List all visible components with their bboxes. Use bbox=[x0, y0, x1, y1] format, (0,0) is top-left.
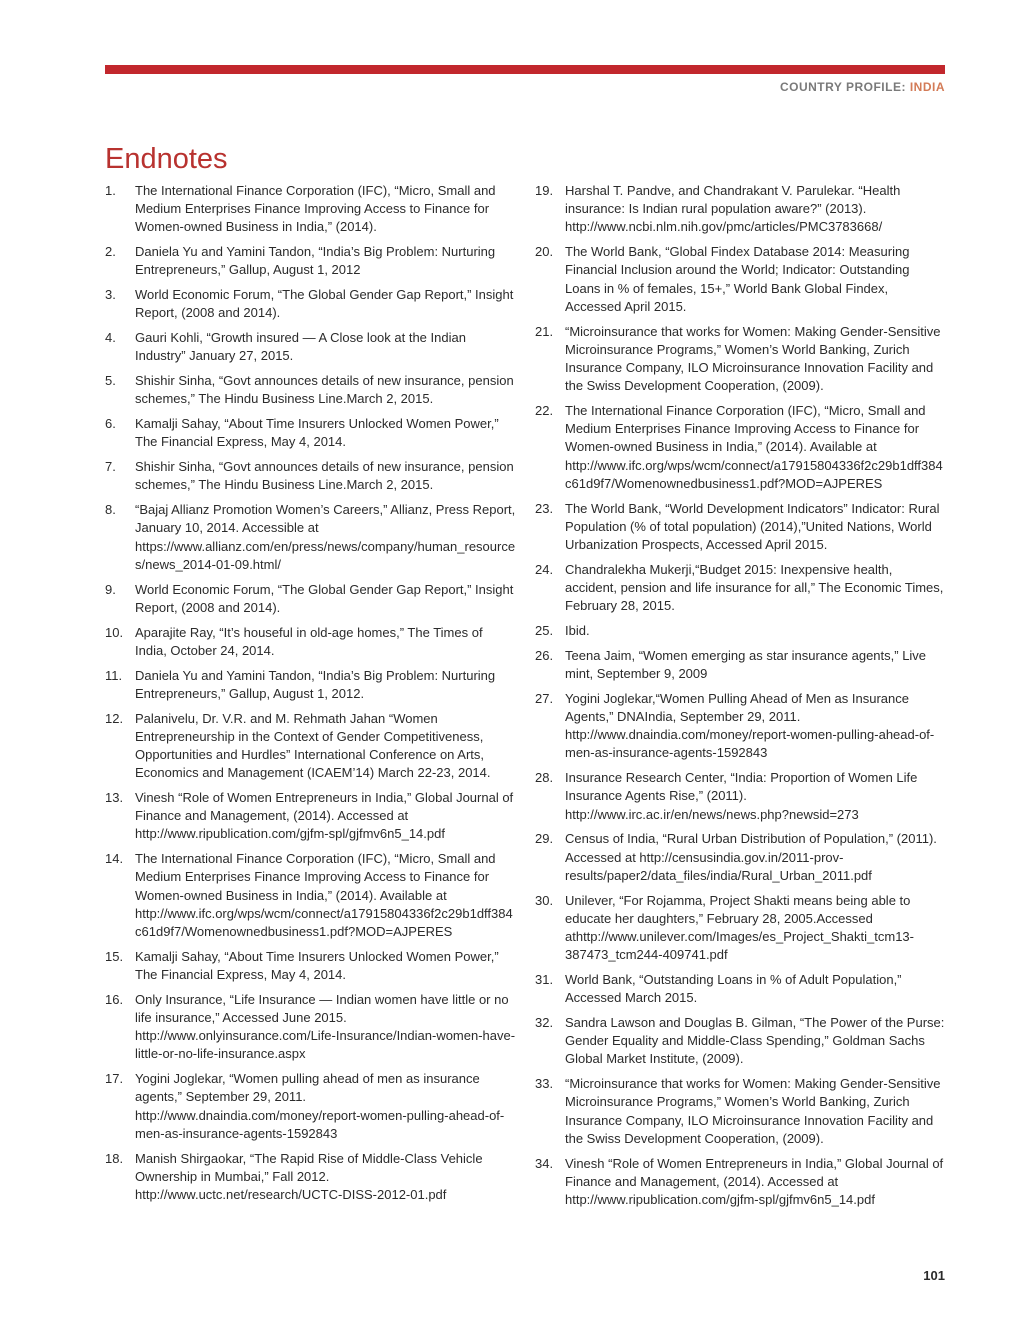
endnote-text: Vinesh “Role of Women Entrepreneurs in India,” Global Journal of Finance and Management, (2014). Accessed at http://www.ripublication.com/gjfm-spl/gjfmv6n5_14.pdf bbox=[565, 1155, 944, 1208]
endnote-text: Aparajite Ray, “It’s houseful in old-age homes,” The Times of India, October 24, 2014. bbox=[135, 624, 483, 658]
endnote-item bbox=[535, 1155, 945, 1210]
endnote-number: 10. bbox=[105, 624, 124, 640]
endnote-item bbox=[535, 1014, 945, 1069]
endnote-item bbox=[535, 690, 945, 763]
endnote-text: The International Finance Corporation (IFC), “Micro, Small and Medium Enterprises Finance Improving Access to Finance for Women-owned Business in India,” (2014). bbox=[135, 183, 496, 235]
endnote-text: World Economic Forum, “The Global Gender Gap Report,” Insight Report, (2008 and 2014). bbox=[135, 287, 514, 321]
endnote-item bbox=[535, 892, 945, 965]
endnote-item bbox=[535, 1075, 945, 1148]
endnote-item bbox=[535, 647, 945, 683]
endnote-text: “Microinsurance that works for Women: Making Gender-Sensitive Microinsurance Programs,” Women’s World Banking, Zurich Insurance Company, ILO Microinsurance Innovation Facility and the Swiss Development Cooperation, (2009). bbox=[565, 323, 941, 394]
running-head-label: COUNTRY PROFILE: bbox=[779, 80, 906, 94]
endnote-text: Ibid. bbox=[565, 623, 590, 639]
endnote-text: Sandra Lawson and Douglas B. Gilman, “The Power of the Purse: Gender Equality and Middle-Class Spending,” Goldman Sachs Global Market Institute, (2009). bbox=[565, 1015, 945, 1067]
endnote-number: 18. bbox=[105, 1150, 124, 1166]
endnote-item bbox=[535, 323, 945, 396]
endnote-number: 9. bbox=[105, 581, 116, 597]
endnote-text: World Bank, “Outstanding Loans in % of Adult Population,” Accessed March 2015. bbox=[565, 972, 902, 1006]
endnote-item bbox=[535, 243, 945, 316]
endnote-item bbox=[105, 667, 517, 703]
endnote-text: “Bajaj Allianz Promotion Women’s Careers,” Allianz, Press Report, January 10, 2014. Accessible at https://www.allianz.com/en/press/news/company/human_resources/news_2014-01-09.html/ bbox=[135, 502, 516, 572]
endnote-text: Daniela Yu and Yamini Tandon, “India’s Big Problem: Nurturing Entrepreneurs,” Gallup, August 1, 2012 bbox=[135, 244, 496, 278]
endnote-text: Unilever, “For Rojamma, Project Shakti means being able to educate her daughters,” February 28, 2005.Accessed athttp://www.unilever.com/Images/es_Project_Shakti_tcm13-387473_tcm244-409741.pdf bbox=[565, 892, 914, 963]
endnote-number: 26. bbox=[535, 647, 554, 663]
endnote-number: 16. bbox=[105, 991, 124, 1007]
endnote-item bbox=[535, 830, 945, 885]
endnote-number: 22. bbox=[535, 403, 554, 419]
endnote-number: 13. bbox=[105, 790, 124, 806]
endnote-text: Kamalji Sahay, “About Time Insurers Unlocked Women Power,” The Financial Express, May 4, 2014. bbox=[135, 416, 499, 450]
endnote-number: 28. bbox=[535, 770, 554, 786]
endnote-text: The World Bank, “World Development Indicators” Indicator: Rural Population (% of total population) (2014),”United Nations, World Urbanization Prospects, Accessed April 2015. bbox=[565, 500, 940, 553]
endnote-text: Palanivelu, Dr. V.R. and M. Rehmath Jahan “Women Entrepreneurship in the Context of Gender Competitiveness, Opportunities and Hurdles” International Conference on Arts, Economics and Management (ICAEM’14) March 22-23, 2014. bbox=[135, 710, 491, 781]
endnote-item bbox=[105, 1070, 517, 1143]
endnote-item bbox=[105, 948, 517, 984]
endnote-item bbox=[105, 850, 517, 941]
endnote-number: 32. bbox=[535, 1015, 554, 1031]
endnote-number: 4. bbox=[105, 330, 116, 346]
endnote-text: World Economic Forum, “The Global Gender Gap Report,” Insight Report, (2008 and 2014). bbox=[135, 581, 514, 615]
endnote-text: Daniela Yu and Yamini Tandon, “India’s Big Problem: Nurturing Entrepreneurs,” Gallup, August 1, 2012. bbox=[135, 667, 496, 701]
endnote-text: The World Bank, “Global Findex Database 2014: Measuring Financial Inclusion around the World; Indicator: Outstanding Loans in % of females, 15+,” World Bank Global Findex, Accessed April 2015. bbox=[565, 244, 910, 314]
endnote-number: 8. bbox=[105, 502, 116, 518]
endnote-text: Harshal T. Pandve, and Chandrakant V. Parulekar. “Health insurance: Is Indian rural population aware?” (2013). http://www.ncbi.nlm.nih.gov/pmc/articles/PMC3783668/ bbox=[565, 183, 901, 235]
endnote-text: The International Finance Corporation (IFC), “Micro, Small and Medium Enterprises Finance Improving Access to Finance for Women-owned Business in India,” (2014). Available at http://www.ifc.org/wps/wcm/connect/a17915804336f2c29b1dff384c61d9f7/Womenownedbusiness1.pdf?MOD=AJPERES bbox=[135, 851, 513, 940]
endnote-number: 15. bbox=[105, 948, 124, 964]
page-number: 101 bbox=[923, 1268, 945, 1283]
endnote-item bbox=[535, 622, 945, 640]
endnote-number: 12. bbox=[105, 710, 124, 726]
endnote-text: Gauri Kohli, “Growth insured — A Close look at the Indian Industry” January 27, 2015. bbox=[135, 330, 466, 364]
endnote-item bbox=[535, 402, 945, 493]
endnote-item bbox=[105, 372, 517, 408]
endnote-text: Chandralekha Mukerji,“Budget 2015: Inexpensive health, accident, pension and life insurance for all,” The Economic Times, February 28, 2015. bbox=[565, 561, 944, 614]
endnote-text: Vinesh “Role of Women Entrepreneurs in India,” Global Journal of Finance and Management, (2014). Accessed at http://www.ripublication.com/gjfm-spl/gjfmv6n5_14.pdf bbox=[135, 790, 514, 842]
endnote-item bbox=[105, 789, 517, 844]
endnote-number: 2. bbox=[105, 244, 116, 260]
endnote-text: Yogini Joglekar, “Women pulling ahead of men as insurance agents,” September 29, 2011. http://www.dnaindia.com/money/report-women-pulling-ahead-of-men-as-insurance-agents-1592843 bbox=[135, 1071, 505, 1141]
endnote-item bbox=[105, 710, 517, 783]
running-head-country: INDIA bbox=[909, 80, 945, 94]
endnote-number: 27. bbox=[535, 690, 554, 706]
endnote-item bbox=[105, 458, 517, 494]
endnote-text: Only Insurance, “Life Insurance — Indian women have little or no life insurance,” Accessed June 2015. http://www.onlyinsurance.com/Life-Insurance/Indian-women-have-little-or-no-life-insurance.aspx bbox=[135, 991, 516, 1062]
endnote-number: 3. bbox=[105, 287, 116, 303]
endnote-item bbox=[105, 1150, 517, 1205]
endnote-text: Shishir Sinha, “Govt announces details of new insurance, pension schemes,” The Hindu Business Line.March 2, 2015. bbox=[135, 459, 514, 493]
endnote-number: 20. bbox=[535, 244, 554, 260]
endnote-item bbox=[535, 971, 945, 1007]
endnote-text: Insurance Research Center, “India: Proportion of Women Life Insurance Agents Rise,” (2011). http://www.irc.ac.ir/en/news/news.php?newsid=273 bbox=[565, 770, 918, 822]
endnote-number: 6. bbox=[105, 416, 116, 432]
endnote-number: 25. bbox=[535, 623, 554, 639]
endnote-number: 33. bbox=[535, 1076, 554, 1092]
endnote-text: “Microinsurance that works for Women: Making Gender-Sensitive Microinsurance Programs,” Women’s World Banking, Zurich Insurance Company, ILO Microinsurance Innovation Facility and the Swiss Development Cooperation, (2009). bbox=[565, 1076, 941, 1146]
endnote-item bbox=[105, 415, 517, 451]
endnote-item bbox=[535, 561, 945, 616]
endnote-item bbox=[105, 286, 517, 322]
header-rule bbox=[105, 65, 945, 74]
endnote-item bbox=[105, 581, 517, 617]
endnote-number: 11. bbox=[105, 667, 123, 683]
endnote-number: 23. bbox=[535, 500, 554, 516]
endnote-item bbox=[105, 501, 517, 574]
endnote-text: Census of India, “Rural Urban Distribution of Population,” (2011). Accessed at http://censusindia.gov.in/2011-prov-results/paper2/data_files/india/Rural_Urban_2011.pdf bbox=[565, 831, 937, 883]
endnote-text: Teena Jaim, “Women emerging as star insurance agents,” Live mint, September 9, 2009 bbox=[565, 647, 927, 682]
endnote-item bbox=[105, 329, 517, 365]
endnote-item bbox=[105, 991, 517, 1064]
endnote-text: Kamalji Sahay, “About Time Insurers Unlocked Women Power,” The Financial Express, May 4, 2014. bbox=[135, 948, 499, 983]
endnote-item bbox=[535, 182, 945, 237]
endnote-number: 31. bbox=[535, 972, 554, 988]
endnotes-column-left bbox=[105, 182, 517, 1211]
endnote-item bbox=[105, 243, 517, 279]
endnote-number: 29. bbox=[535, 831, 554, 847]
endnote-number: 1. bbox=[105, 183, 116, 198]
running-head bbox=[780, 80, 945, 94]
endnote-number: 30. bbox=[535, 892, 554, 908]
endnote-number: 14. bbox=[105, 851, 124, 867]
endnote-text: Manish Shirgaokar, “The Rapid Rise of Middle-Class Vehicle Ownership in Mumbai,” Fall 2012. http://www.uctc.net/research/UCTC-DISS-2012-01.pdf bbox=[135, 1150, 483, 1203]
endnote-text: Shishir Sinha, “Govt announces details of new insurance, pension schemes,” The Hindu Business Line.March 2, 2015. bbox=[135, 373, 514, 407]
endnote-number: 17. bbox=[105, 1071, 124, 1087]
endnote-number: 5. bbox=[105, 373, 116, 389]
endnotes-column-right bbox=[535, 182, 945, 1216]
endnote-number: 19. bbox=[535, 183, 554, 198]
endnote-number: 21. bbox=[535, 323, 554, 339]
endnote-text: The International Finance Corporation (IFC), “Micro, Small and Medium Enterprises Finance Improving Access to Finance for Women-owned Business in India,” (2014). Available at http://www.ifc.org/wps/wcm/connect/a17915804336f2c29b1dff384c61d9f7/Womenownedbusiness1.pdf?MOD=AJPERES bbox=[565, 403, 943, 491]
endnote-item bbox=[105, 182, 517, 237]
endnote-item bbox=[535, 500, 945, 555]
endnote-item bbox=[105, 624, 517, 660]
endnote-text: Yogini Joglekar,“Women Pulling Ahead of Men as Insurance Agents,” DNAIndia, September 29, 2011. http://www.dnaindia.com/money/report-women-pulling-ahead-of-men-as-insurance-agents-1592843 bbox=[565, 690, 935, 761]
endnote-number: 24. bbox=[535, 561, 554, 577]
endnote-number: 7. bbox=[105, 459, 116, 475]
endnote-item bbox=[535, 769, 945, 824]
endnote-number: 34. bbox=[535, 1155, 554, 1171]
page-title: Endnotes bbox=[105, 143, 228, 175]
